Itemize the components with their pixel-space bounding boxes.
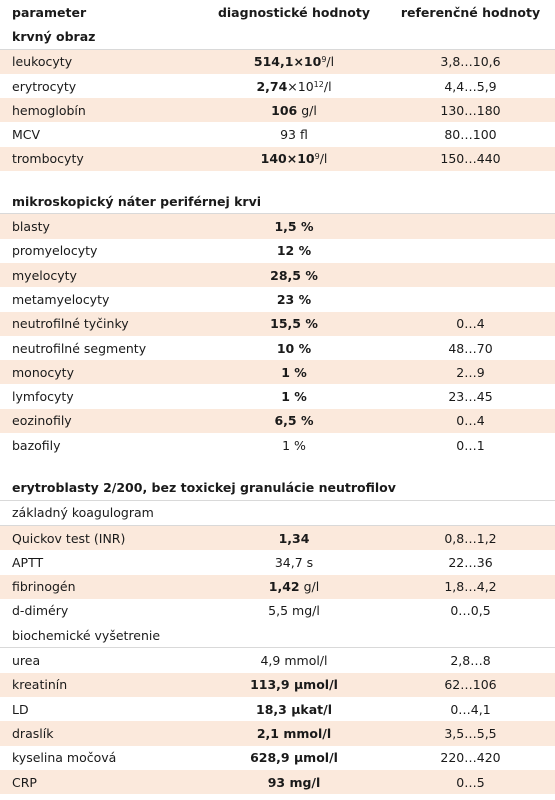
row-ref: 62…106 (444, 677, 497, 693)
row-name: neutrofilné tyčinky (12, 316, 129, 332)
row-value: 15,5 % (270, 316, 318, 332)
row-value: 23 % (276, 291, 312, 307)
row-ref: 0…4 (456, 316, 485, 332)
table-row (0, 147, 555, 171)
row-value: 93 fl (280, 127, 308, 143)
row-name: erytrocyty (12, 78, 77, 94)
row-value: 1,34 (278, 530, 310, 546)
table-row (0, 721, 555, 745)
row-value: 6,5 % (274, 413, 314, 429)
row-value: 18,3 µkat/l (256, 701, 332, 717)
table-row (0, 526, 555, 550)
row-name: bazofily (12, 437, 61, 453)
row-name: neutrofilné segmenty (12, 340, 147, 356)
row-value: 34,7 s (274, 554, 314, 570)
row-value: 1 % (281, 364, 307, 380)
row-ref: 0…4,1 (450, 701, 491, 717)
row-ref: 4,4…5,9 (444, 78, 497, 94)
section-title-smear: mikroskopický náter periférnej krvi (0, 189, 555, 214)
row-name: kreatinín (12, 677, 68, 693)
table-row (0, 122, 555, 146)
row-name: lymfocyty (12, 389, 74, 405)
header-reference-values: referenčné hodnoty (400, 4, 541, 20)
row-name: blasty (12, 219, 50, 235)
table-row (0, 673, 555, 697)
row-ref: 2,8…8 (450, 653, 491, 669)
row-ref: 0…4 (456, 413, 485, 429)
table-row (0, 746, 555, 770)
row-name: myelocyty (12, 267, 77, 283)
row-ref: 3,8…10,6 (440, 54, 501, 70)
row-ref: 130…180 (440, 102, 501, 118)
table-row (0, 648, 555, 672)
table-row (0, 287, 555, 311)
row-name: eozinofily (12, 413, 72, 429)
row-ref: 0…1 (456, 437, 485, 453)
row-value: $140\times 10^9/l$ (260, 151, 328, 167)
table-row (0, 312, 555, 336)
table-row (0, 409, 555, 433)
table-row (0, 239, 555, 263)
row-name: kyselina močová (12, 750, 117, 766)
table-row (0, 433, 555, 457)
section-title-erythroblasts: erytroblasty 2/200, bez toxickej granulácie neutrofilov (0, 475, 555, 500)
row-value: $2,74\times 10^{12}/l$ (256, 78, 332, 94)
row-ref: 22…36 (448, 554, 493, 570)
row-value: 4,9 mmol/l (260, 653, 328, 669)
row-value: $514,1\times 10^9/l$ (253, 54, 335, 70)
header-parameter: parameter (12, 4, 87, 20)
row-ref: 80…100 (444, 127, 497, 143)
table-row (0, 214, 555, 238)
row-value: 10 % (276, 340, 312, 356)
table-row (0, 74, 555, 98)
row-ref: 0…5 (456, 774, 485, 790)
section-title-blood-count: krvný obraz (0, 24, 555, 49)
row-value: 93 mg/l (267, 774, 321, 790)
table-row (0, 599, 555, 623)
row-name: metamyelocyty (12, 291, 110, 307)
row-value: 1 % (281, 389, 307, 405)
table-row (0, 575, 555, 599)
row-ref: 220…420 (440, 750, 501, 766)
row-ref: 150…440 (440, 151, 501, 167)
row-value: 1,42 g/l (268, 579, 320, 595)
row-ref: 0…0,5 (450, 603, 491, 619)
row-ref: 1,8…4,2 (444, 579, 497, 595)
row-value: 28,5 % (270, 267, 318, 283)
row-name: hemoglobín (12, 102, 86, 118)
table-row (0, 384, 555, 408)
row-value: 1 % (282, 437, 306, 453)
row-name: promyelocyty (12, 243, 98, 259)
table-row (0, 697, 555, 721)
subsection-title-coagulogram: základný koagulogram (0, 501, 555, 526)
table-row (0, 50, 555, 74)
table-row (0, 770, 555, 794)
row-name: LD (12, 701, 29, 717)
row-ref: 23…45 (448, 389, 493, 405)
row-ref: 3,5…5,5 (444, 725, 497, 741)
row-name: d-diméry (12, 603, 69, 619)
row-name: monocyty (12, 364, 74, 380)
row-name: trombocyty (12, 151, 84, 167)
row-ref: 48…70 (448, 340, 493, 356)
row-value: 5,5 mg/l (268, 603, 320, 619)
subsection-title-biochemistry: biochemické vyšetrenie (0, 623, 555, 648)
table-header (0, 0, 555, 24)
table-row (0, 550, 555, 574)
row-name: Quickov test (INR) (12, 530, 126, 546)
row-name: draslík (12, 725, 54, 741)
row-value: 113,9 µmol/l (250, 677, 338, 693)
row-value: 2,1 mmol/l (256, 725, 332, 741)
table-row (0, 98, 555, 122)
row-name: APTT (12, 554, 44, 570)
table-row (0, 360, 555, 384)
row-value: 106 g/l (271, 102, 317, 118)
row-name: fibrinogén (12, 579, 76, 595)
row-name: urea (12, 653, 41, 669)
row-ref: 0,8…1,2 (444, 530, 497, 546)
row-value: 628,9 µmol/l (250, 750, 338, 766)
row-name: leukocyty (12, 54, 73, 70)
row-ref: 2…9 (456, 364, 485, 380)
table-row (0, 263, 555, 287)
row-name: MCV (12, 127, 41, 143)
table-row (0, 336, 555, 360)
row-value: 1,5 % (274, 219, 314, 235)
row-name: CRP (12, 774, 37, 790)
header-diagnostic-values: diagnostické hodnoty (217, 4, 371, 20)
row-value: 12 % (276, 243, 312, 259)
